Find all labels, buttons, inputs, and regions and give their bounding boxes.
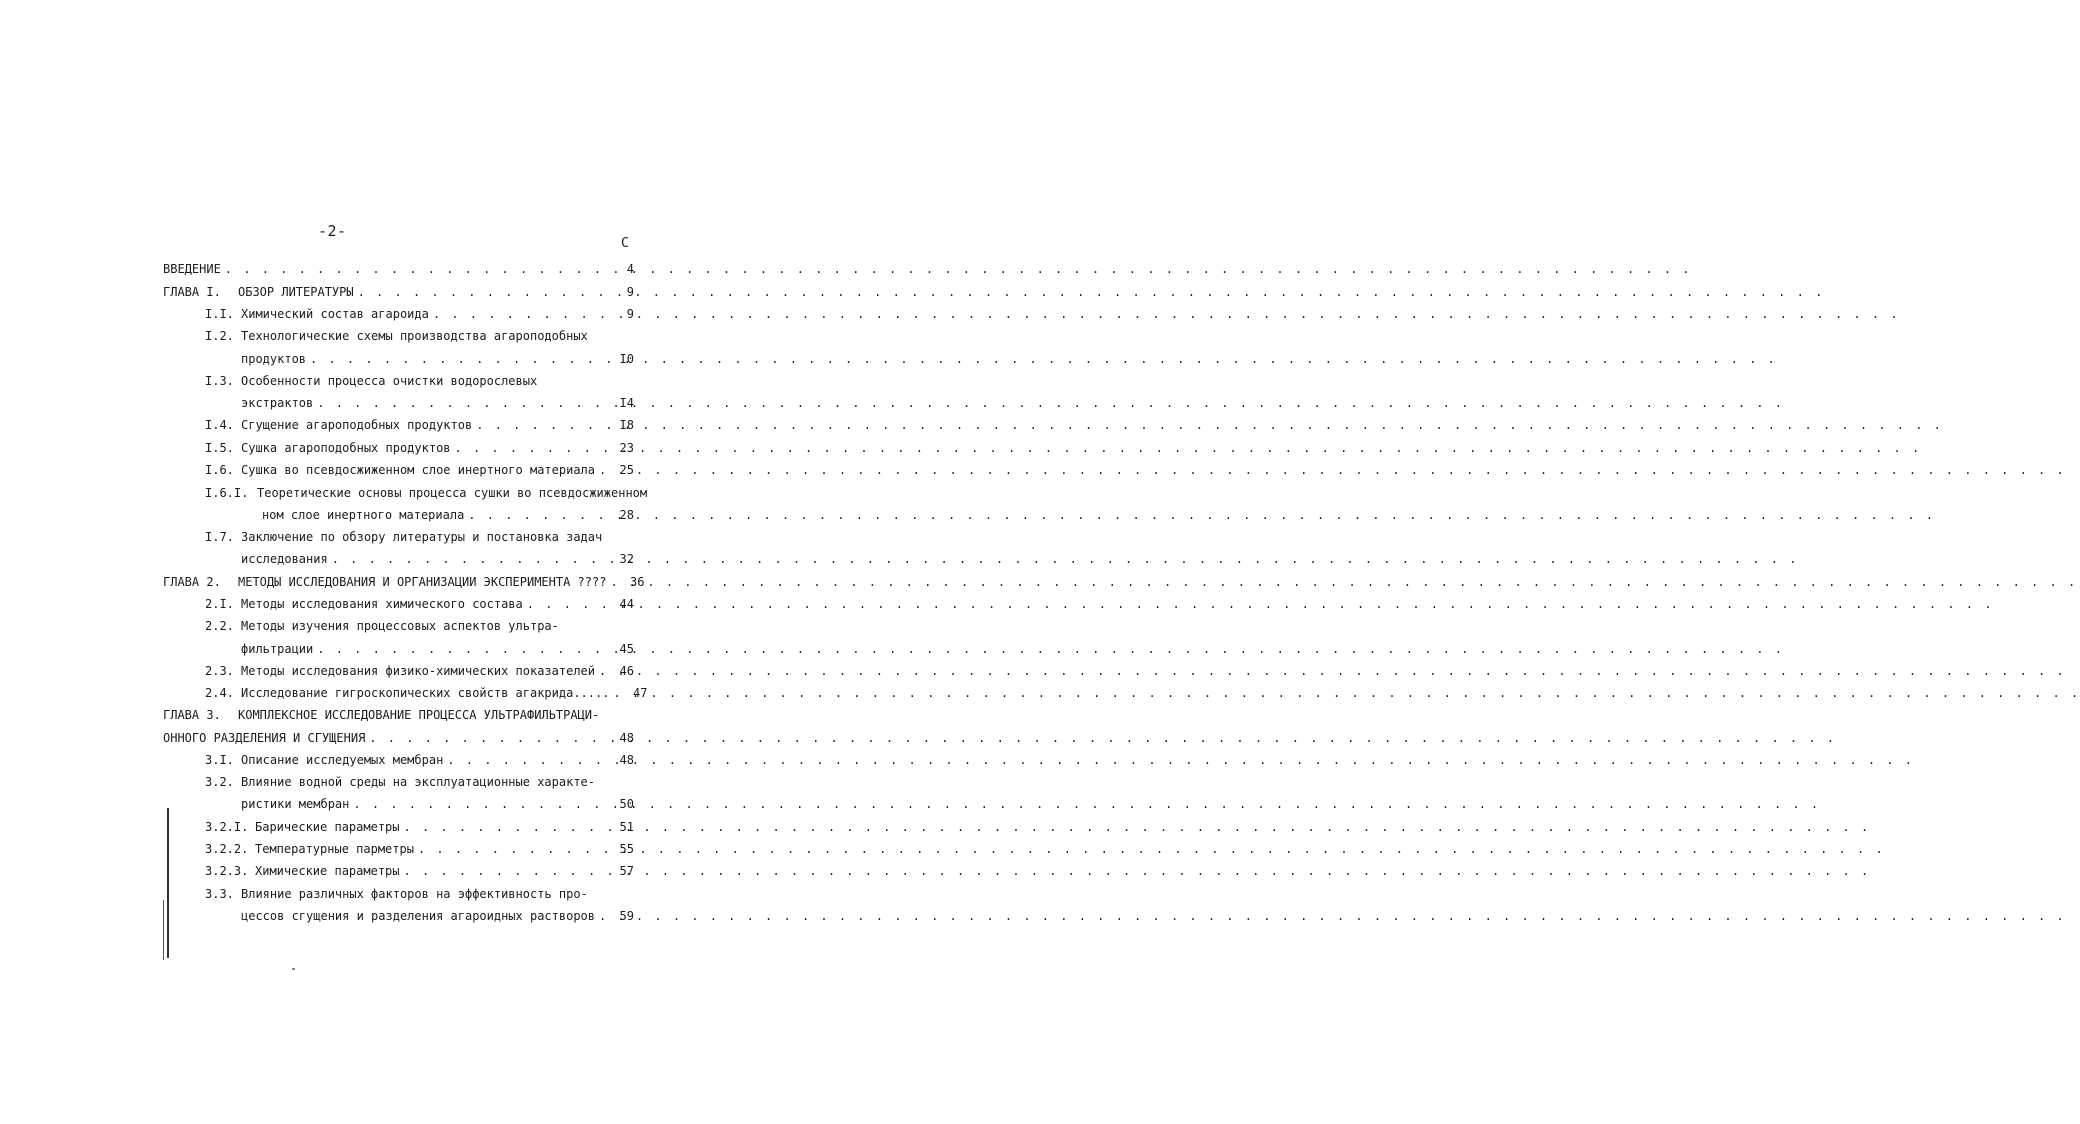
toc-leader-dots: [328, 551, 600, 567]
toc-entry-number: ГЛАВА I.: [163, 285, 221, 299]
toc-entry: [205, 458, 634, 478]
toc-entry-number: 3.2.I.: [205, 820, 249, 834]
toc-entry-title: продуктов: [241, 352, 307, 366]
toc-entry-number: 3.2.3.: [205, 864, 249, 878]
toc-entry-page: 25: [619, 463, 634, 477]
toc-entry-page: 28: [619, 508, 634, 522]
toc-leader-dots: [472, 417, 600, 433]
toc-entry-number: 2.4.: [205, 686, 234, 700]
toc-leader-dots: [349, 796, 600, 812]
toc-entry-number: 2.2.: [205, 619, 234, 633]
toc-entry: [163, 257, 634, 277]
toc-entry: [205, 324, 634, 344]
toc-entry: [205, 481, 648, 501]
toc-entry: [205, 882, 634, 902]
toc-entry-title: Сгущение агароподобных продуктов: [241, 418, 473, 432]
toc-entry: [205, 859, 634, 879]
page-number: -2-: [318, 222, 347, 240]
toc-entry: [241, 547, 634, 567]
toc-entry-number: 3.I.: [205, 753, 234, 767]
toc-entry-title: Химический состав агароида: [241, 307, 429, 321]
toc-entry-page: 48: [619, 731, 634, 745]
toc-leader-dots: [221, 261, 600, 277]
toc-entry-title: ном слое инертного материала: [262, 508, 465, 522]
toc-entry-page: 51: [619, 820, 634, 834]
toc-entry-number: ГЛАВА 2.: [163, 575, 221, 589]
document-page: [0, 0, 795, 1124]
toc-entry: [205, 770, 634, 790]
toc-entry-title: Описание исследуемых мембран: [241, 753, 444, 767]
toc-entry: [205, 525, 634, 545]
toc-entry-number: I.2.: [205, 329, 234, 343]
toc-entry-page: 23: [619, 441, 634, 455]
toc-entry: [205, 837, 634, 857]
toc-entry-number: I.7.: [205, 530, 234, 544]
toc-entry-page: 50: [619, 797, 634, 811]
toc-entry-page: 47: [633, 686, 648, 700]
toc-entry-title: Влияние водной среды на эксплуатационные характе-: [241, 775, 596, 789]
toc-leader-dots: [443, 752, 600, 768]
toc-entry-title: Сушка агароподобных продуктов: [241, 441, 451, 455]
toc-entry-number: 3.2.2.: [205, 842, 249, 856]
toc-entry: [205, 302, 634, 322]
toc-entry-page: 9: [626, 307, 634, 321]
toc-entry-page: 57: [619, 864, 634, 878]
toc-entry-number: 2.I.: [205, 597, 234, 611]
toc-entry-title: ОННОГО РАЗДЕЛЕНИЯ И СГУЩЕНИЯ: [163, 731, 366, 745]
toc-entry: [205, 614, 634, 634]
toc-entry: [241, 904, 634, 924]
toc-leader-dots: [400, 819, 601, 835]
toc-entry: [205, 659, 634, 679]
toc-leader-dots: [451, 440, 600, 456]
toc-entry-title: Влияние различных факторов на эффективность про-: [241, 887, 588, 901]
toc-entry-title: Теоретические основы процесса сушки во псевдосжиженном: [257, 486, 648, 500]
margin-line-mark: [167, 808, 169, 958]
toc-leader-dots: [523, 596, 600, 612]
toc-leader-dots: [313, 395, 600, 411]
toc-entry-page: I8: [619, 418, 634, 432]
toc-entry-number: I.4.: [205, 418, 234, 432]
toc-entry-title: Особенности процесса очистки водорослевых: [241, 374, 538, 388]
margin-line-mark-secondary: [163, 900, 164, 960]
toc-entry: [163, 280, 634, 300]
toc-entry-number: 2.3.: [205, 664, 234, 678]
scan-speck: [292, 968, 295, 970]
toc-entry: [205, 592, 634, 612]
toc-leader-dots: [595, 663, 600, 679]
toc-leader-dots: [414, 841, 600, 857]
toc-entry-title: ОБЗОР ЛИТЕРАТУРЫ: [238, 285, 354, 299]
toc-entry-number: I.6.: [205, 463, 234, 477]
toc-entry: [205, 748, 634, 768]
toc-entry-page: I0: [619, 352, 634, 366]
toc-entry-title: Технологические схемы производства агароподобных: [241, 329, 588, 343]
toc-entry: [241, 347, 634, 367]
toc-entry: [205, 436, 634, 456]
toc-entry: [241, 391, 634, 411]
toc-entry-title: Исследование гигроскопических свойств агакрида.....: [241, 686, 610, 700]
toc-entry: [205, 369, 634, 389]
toc-entry-title: Методы исследования химического состава: [241, 597, 523, 611]
toc-leader-dots: [429, 306, 600, 322]
toc-entry-title: цессов сгущения и разделения агароидных растворов: [241, 909, 596, 923]
toc-entry-page: 55: [619, 842, 634, 856]
toc-entry-number: I.3.: [205, 374, 234, 388]
toc-entry: [262, 503, 634, 523]
toc-entry-title: Методы исследования физико-химических показателей: [241, 664, 596, 678]
toc-entry-title: Температурные парметры: [255, 842, 414, 856]
toc-entry-page: 48: [619, 753, 634, 767]
toc-leader-dots: [606, 574, 610, 590]
toc-leader-dots: [609, 685, 613, 701]
toc-entry: [205, 413, 634, 433]
toc-entry-page: 36: [630, 575, 645, 589]
toc-entry-title: Заключение по обзору литературы и постановка задач: [241, 530, 603, 544]
toc-entry-title: МЕТОДЫ ИССЛЕДОВАНИЯ И ОРГАНИЗАЦИИ ЭКСПЕРИМЕНТА ????: [238, 575, 607, 589]
toc-entry-page: 45: [619, 642, 634, 656]
toc-entry: [241, 792, 634, 812]
toc-leader-dots: [400, 863, 601, 879]
toc-leader-dots: [595, 908, 600, 924]
toc-entry-page: 59: [619, 909, 634, 923]
toc-entry-title: экстрактов: [241, 396, 314, 410]
toc-leader-dots: [354, 284, 600, 300]
toc-leader-dots: [595, 462, 600, 478]
toc-entry: [163, 703, 634, 723]
toc-entry: [163, 570, 645, 590]
toc-leader-dots: [464, 507, 600, 523]
toc-entry-page: I4: [619, 396, 634, 410]
toc-entry-page: 32: [619, 552, 634, 566]
toc-entry-title: Химические параметры: [255, 864, 400, 878]
toc-entry-title: Барические параметры: [255, 820, 400, 834]
toc-entry-number: ГЛАВА 3.: [163, 708, 221, 722]
toc-entry-number: I.6.I.: [205, 486, 249, 500]
toc-entry-page: 4: [626, 262, 634, 276]
toc-entry-title: ристики мембран: [241, 797, 350, 811]
toc-entry: [163, 726, 634, 746]
toc-entry-title: ВВЕДЕНИЕ: [163, 262, 221, 276]
page-column-header: С: [621, 236, 629, 251]
toc-entry-title: КОМПЛЕКСНОЕ ИССЛЕДОВАНИЕ ПРОЦЕССА УЛЬТРАФИЛЬТРАЦИ-: [238, 708, 600, 722]
toc-entry-title: исследования: [241, 552, 328, 566]
toc-entry-number: 3.3.: [205, 887, 234, 901]
toc-entry-page: 46: [619, 664, 634, 678]
toc-leader-dots: [313, 641, 600, 657]
toc-leader-dots: [365, 730, 600, 746]
toc-entry-number: I.I.: [205, 307, 234, 321]
toc-entry: [241, 637, 634, 657]
toc-entry-page: 9: [626, 285, 634, 299]
toc-entry-title: Методы изучения процессовых аспектов ультра-: [241, 619, 559, 633]
toc-entry-title: фильтрации: [241, 642, 314, 656]
toc-entry-number: I.5.: [205, 441, 234, 455]
toc-leader-dots: [306, 351, 600, 367]
toc-entry: [205, 815, 634, 835]
toc-entry-number: 3.2.: [205, 775, 234, 789]
toc-entry-title: Сушка во псевдосжиженном слое инертного материала: [241, 463, 596, 477]
toc-entry-page: 44: [619, 597, 634, 611]
toc-entry: [205, 681, 648, 701]
